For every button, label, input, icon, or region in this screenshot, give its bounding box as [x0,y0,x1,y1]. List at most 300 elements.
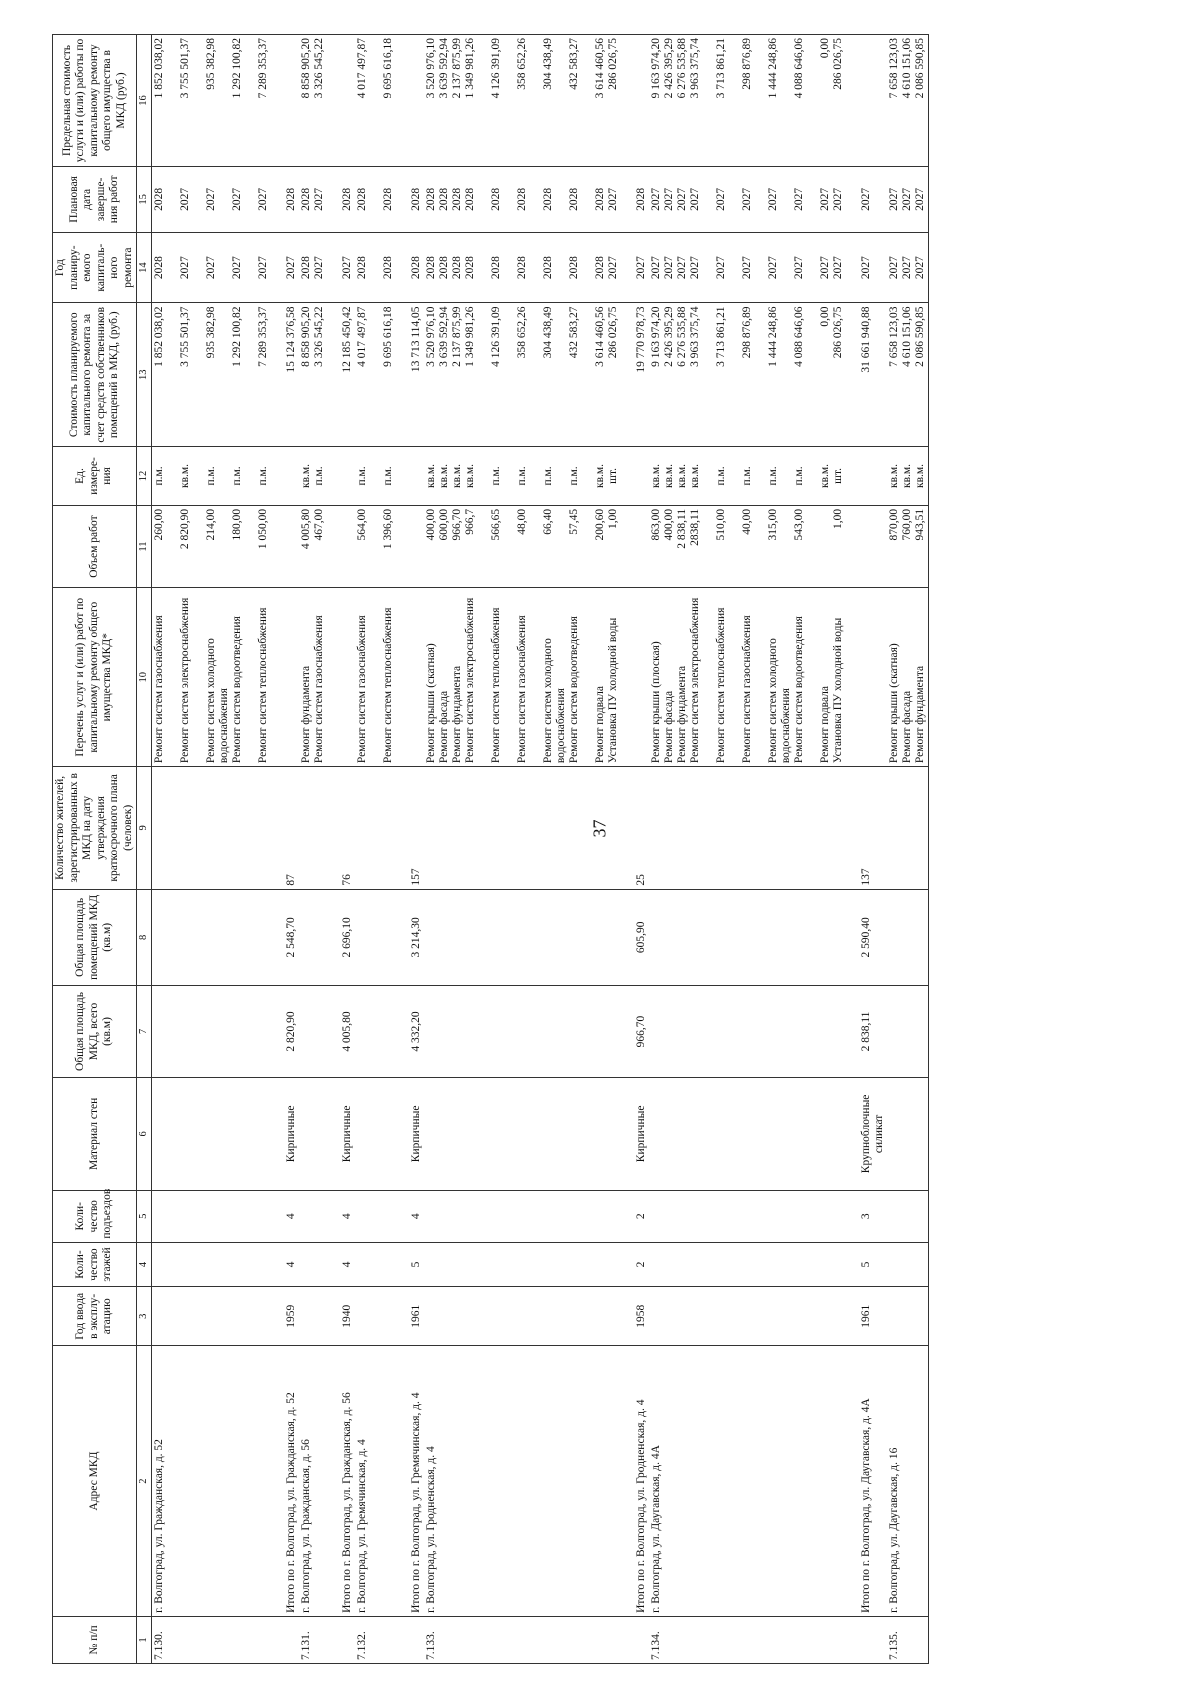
entrances [649,1190,859,1242]
floors [299,1242,340,1287]
repair-year-cell [859,232,887,303]
repair-year-cell [355,232,409,303]
work-item: Ремонт крыши (плоская) [649,641,662,764]
work-unit: п.м. [381,466,394,486]
column-header: Общая площадь помещений МКД (кв.м) [53,889,137,986]
repair-year: 2027 [714,256,727,280]
row-number: 7.131. [299,1616,340,1663]
work-volume-cell [649,505,859,587]
object-row [649,35,859,1664]
work-item: Ремонт систем теплоснабжения [489,607,502,764]
limit-cost [859,35,887,167]
repair-year: 2027 [256,256,269,280]
work-item: Ремонт фундамента [450,665,463,764]
work-cost: 1 292 100,82 [230,306,243,367]
object-row [151,35,284,1664]
completion-date: 2027 [204,187,217,211]
completion-date-cell [340,166,355,232]
completion-date: 2027 [900,187,913,211]
work-item: Ремонт фундамента [913,665,926,764]
completion-date: 2028 [489,187,502,211]
address: Итого по г. Волгоград, ул. Гремячинская, д. 4 [409,1346,424,1617]
limit-cost-cell [151,35,284,167]
total-area [887,986,929,1078]
column-number-row [137,35,152,1664]
work-item: Ремонт фасада [437,690,450,764]
completion-date: 2028 [284,187,297,211]
work-cost: 1 349 981,26 [463,306,476,367]
column-number: 13 [137,303,152,447]
completion-date-cell [634,166,649,232]
column-number: 8 [137,889,152,986]
work-volume: 2838,11 [688,508,701,546]
floors: 4 [340,1242,355,1287]
work-item: Ремонт фундамента [299,665,312,764]
commission-year: 1961 [409,1287,424,1346]
wall-material: Кирпичные [409,1077,424,1190]
work-unit: п.м. [312,466,325,486]
limit-cost: 1 349 981,26 [463,38,476,99]
work-cost: 1 852 038,02 [152,306,165,367]
work-cost: 6 276 535,88 [675,306,688,367]
completion-date: 2027 [887,187,900,211]
total-cost-cell [634,303,649,447]
work-volume: 870,00 [887,508,900,541]
repair-year: 2028 [450,256,463,280]
work-cost: 3 713 861,21 [714,306,727,367]
floors: 5 [409,1242,424,1287]
work-item: Ремонт фасада [662,690,675,764]
column-number: 3 [137,1287,152,1346]
column-header: Адрес МКД [53,1346,137,1617]
total-row [634,35,649,1664]
wall-material [887,1077,929,1190]
work-unit-cell [151,447,284,506]
floors [424,1242,634,1287]
work-volume: 66,40 [541,508,554,535]
row-number: 7.134. [649,1616,859,1663]
total-row [284,35,299,1664]
repair-year-cell [284,232,299,303]
limit-cost: 432 583,27 [567,38,580,90]
work-unit: кв.м. [818,463,831,488]
total-cost-cell [340,303,355,447]
wall-material [299,1077,340,1190]
work-volume: 400,00 [424,508,437,541]
work-unit-cell [424,447,634,506]
work-item: Ремонт систем газоснабжения [515,615,528,764]
work-cost: 4 610 151,06 [900,306,913,367]
completion-date: 2028 [299,187,312,211]
limit-cost: 1 444 248,86 [766,38,779,99]
repair-year-cell [409,232,424,303]
work-unit: кв.м. [887,463,900,488]
completion-date: 2028 [152,187,165,211]
work-item: Установка ПУ холодной воды [606,617,619,764]
entrances: 4 [284,1190,299,1242]
work-item: Ремонт крыши (скатная) [424,643,437,764]
limit-cost: 3 614 460,56 [593,38,606,99]
limit-cost-cell [887,35,929,167]
object-row [299,35,340,1664]
work-volume: 2 838,11 [675,508,688,549]
total-cost: 15 124 376,58 [284,306,297,373]
work-item: Ремонт фасада [900,690,913,764]
work-cost: 3 614 460,56 [593,306,606,367]
work-volume: 1,00 [606,508,619,529]
work-unit-cell [887,447,929,506]
work-item: Ремонт систем теплоснабжения [256,607,269,764]
completion-date: 2028 [437,187,450,211]
commission-year: 1940 [340,1287,355,1346]
limit-cost: 6 276 535,88 [675,38,688,99]
completion-date-cell [859,166,887,232]
work-unit: кв.м. [299,463,312,488]
repair-year-cell [151,232,284,303]
row-number: 7.135. [887,1616,929,1663]
total-area [649,986,859,1078]
work-volume: 1 396,60 [381,508,394,550]
work-cost-cell [887,303,929,447]
total-cost-cell [284,303,299,447]
repair-year-cell [887,232,929,303]
object-row [887,35,929,1664]
limit-cost [340,35,355,167]
limit-cost: 4 126 391,09 [489,38,502,99]
wall-material: Кирпичные [634,1077,649,1190]
work-item: Ремонт систем газоснабжения [355,615,368,764]
repair-year: 2028 [515,256,528,280]
total-area [424,986,634,1078]
work-unit: кв.м. [463,463,476,488]
wall-material: Кирпичные [340,1077,355,1190]
column-header: Коли-чество подъездов [53,1190,137,1242]
wall-material [424,1077,634,1190]
total-cost: 13 713 114,05 [409,306,422,373]
total-cost: 31 661 940,88 [859,306,872,373]
completion-date: 2028 [355,187,368,211]
premises-area [424,889,634,986]
completion-date: 2028 [409,187,422,211]
repair-year: 2028 [489,256,502,280]
work-volume: 1 050,00 [256,508,269,550]
completion-date-cell [424,166,634,232]
work-item-cell [649,588,859,767]
works [859,588,887,767]
limit-cost: 298 876,89 [740,38,753,90]
limit-cost: 286 026,75 [831,38,844,90]
commission-year [887,1287,929,1346]
wall-material: Крупноблочные силикат [859,1077,887,1190]
work-cost-cell [424,303,634,447]
limit-cost: 7 289 353,37 [256,38,269,99]
total-row [340,35,355,1664]
object-row [424,35,634,1664]
limit-cost: 2 137 875,99 [450,38,463,99]
completion-date: 2027 [662,187,675,211]
premises-area [151,889,284,986]
total-area: 2 820,90 [284,986,299,1078]
wall-material [151,1077,284,1190]
floors [355,1242,409,1287]
column-header: Общая площадь МКД, всего (кв.м) [53,986,137,1078]
completion-date-cell [299,166,340,232]
work-cost: 3 326 545,22 [312,306,325,367]
work-volume: 315,00 [766,508,779,541]
residents: 87 [284,767,299,889]
work-cost-cell [299,303,340,447]
volume [859,505,887,587]
address: Итого по г. Волгоград, ул. Даугавская, д. 4А [859,1346,887,1617]
work-cost-cell [151,303,284,447]
work-volume: 543,00 [792,508,805,541]
work-item-cell [299,588,340,767]
premises-area [649,889,859,986]
repair-year: 2028 [409,256,422,280]
limit-cost: 3 963 375,74 [688,38,701,99]
address: г. Волгоград, ул. Гремячинская, д. 4 [355,1346,409,1617]
total-area [355,986,409,1078]
completion-date-cell [649,166,859,232]
limit-cost [409,35,424,167]
column-number: 15 [137,166,152,232]
commission-year: 1959 [284,1287,299,1346]
work-volume: 2 820,90 [178,508,191,550]
limit-cost: 2 426 395,29 [662,38,675,99]
repair-year: 2028 [593,256,606,280]
entrances: 4 [340,1190,355,1242]
row-number [340,1616,355,1663]
repair-year: 2027 [178,256,191,280]
repair-year: 2028 [567,256,580,280]
row-number [284,1616,299,1663]
limit-cost: 358 652,26 [515,38,528,90]
column-number: 14 [137,232,152,303]
work-volume: 260,00 [152,508,165,541]
floors [887,1242,929,1287]
work-volume [819,509,832,584]
commission-year: 1958 [634,1287,649,1346]
limit-cost: 3 639 592,94 [437,38,450,99]
wall-material [649,1077,859,1190]
wall-material [355,1077,409,1190]
completion-date: 2028 [541,187,554,211]
completion-date: 2028 [515,187,528,211]
premises-area: 605,90 [634,889,649,986]
column-header: Год ввода в эксплу-атацию [53,1287,137,1346]
work-item: Ремонт систем электроснабжения [178,597,191,764]
address: Итого по г. Волгоград, ул. Гражданская, д. 52 [284,1346,299,1617]
work-unit: шт. [831,468,844,484]
address: г. Волгоград, ул. Гражданская, д. 56 [299,1346,340,1617]
repair-year: 2028 [437,256,450,280]
work-volume: 4 005,80 [299,508,312,550]
limit-cost-cell [649,35,859,167]
work-cost: 304 438,49 [541,306,554,359]
completion-date: 2028 [593,187,606,211]
column-number: 11 [137,505,152,587]
entrances: 2 [634,1190,649,1242]
work-item-cell [424,588,634,767]
completion-date: 2028 [567,187,580,211]
completion-date: 2027 [178,187,191,211]
work-cost: 4 017 497,87 [355,306,368,367]
limit-cost [284,35,299,167]
work-item: Ремонт фундамента [675,665,688,764]
unit [859,447,887,506]
column-number: 1 [137,1616,152,1663]
work-cost: 3 963 375,74 [688,306,701,367]
completion-date-cell [151,166,284,232]
completion-date: 2028 [463,187,476,211]
total-area: 4 005,80 [340,986,355,1078]
completion-date: 2027 [230,187,243,211]
address: г. Волгоград, ул. Даугавская, д. 16 [887,1346,929,1617]
repair-year: 2027 [766,256,779,280]
work-unit: кв.м. [437,463,450,488]
work-item-cell [151,588,284,767]
row-number: 7.130. [151,1616,284,1663]
work-volume: 943,51 [913,508,926,541]
residents [887,767,929,889]
work-unit: п.м. [152,466,165,486]
volume [634,505,649,587]
repair-year: 2027 [649,256,662,280]
premises-area: 2 696,10 [340,889,355,986]
repair-year: 2027 [606,256,619,280]
residents [355,767,409,889]
work-unit: п.м. [489,466,502,486]
work-unit: п.м. [766,466,779,486]
column-number: 9 [137,767,152,889]
completion-date: 2027 [256,187,269,211]
work-volume: 760,00 [900,508,913,541]
column-number: 2 [137,1346,152,1617]
repair-year: 2028 [152,256,165,280]
column-number: 6 [137,1077,152,1190]
unit [409,447,424,506]
work-unit: п.м. [567,466,580,486]
repair-year: 2028 [299,256,312,280]
volume [340,505,355,587]
total-cost: 12 185 450,42 [340,306,353,373]
floors: 2 [634,1242,649,1287]
completion-date: 2027 [859,187,872,211]
work-cost: 9 695 616,18 [381,306,394,367]
work-volume: 566,65 [489,508,502,541]
column-header: Предельная стоимость услуги и (или) работы по капитальному ремонту общего имущества в МКД (руб.) [53,35,137,167]
repair-year-cell [649,232,859,303]
works [409,588,424,767]
work-volume: 180,00 [230,508,243,541]
repair-year: 2027 [688,256,701,280]
work-cost: 9 163 974,20 [649,306,662,367]
repair-year-cell [424,232,634,303]
entrances [355,1190,409,1242]
limit-cost: 3 326 545,22 [312,38,325,99]
address: Итого по г. Волгоград, ул. Гражданская, д. 56 [340,1346,355,1617]
column-header: Коли-чество этажей [53,1242,137,1287]
unit [634,447,649,506]
limit-cost: 4 610 151,06 [900,38,913,99]
work-cost: 2 137 875,99 [450,306,463,367]
limit-cost: 3 755 501,37 [178,38,191,99]
completion-date: 2027 [688,187,701,211]
work-unit: п.м. [204,466,217,486]
work-unit: кв.м. [900,463,913,488]
work-volume: 57,45 [567,508,580,535]
floors [649,1242,859,1287]
total-area: 2 838,11 [859,986,887,1078]
work-item-cell [355,588,409,767]
works [284,588,299,767]
work-unit: кв.м. [649,463,662,488]
work-unit-cell [355,447,409,506]
work-item: Ремонт систем газоснабжения [152,615,165,764]
column-number: 16 [137,35,152,167]
repair-year: 2027 [859,256,872,280]
wall-material: Кирпичные [284,1077,299,1190]
work-unit: кв.м. [662,463,675,488]
limit-cost-cell [355,35,409,167]
work-volume: 400,00 [662,508,675,541]
completion-date: 2027 [766,187,779,211]
completion-date: 2027 [831,187,844,211]
commission-year [649,1287,859,1346]
work-unit: п.м. [355,466,368,486]
repair-year: 2027 [675,256,688,280]
work-cost: 286 026,75 [831,306,844,359]
work-volume-cell [299,505,340,587]
premises-area: 2 590,40 [859,889,887,986]
work-unit: кв.м. [593,463,606,488]
completion-date: 2027 [649,187,662,211]
repair-year: 2027 [818,256,831,280]
work-unit: кв.м. [675,463,688,488]
column-header: Стоимость планируемого капитального ремонта за счет средств собственников помещений в МКД, (руб.) [53,303,137,447]
work-item: Ремонт систем теплоснабжения [381,607,394,764]
unit [340,447,355,506]
commission-year [355,1287,409,1346]
repair-year-cell [299,232,340,303]
total-area: 4 332,20 [409,986,424,1078]
work-volume-cell [424,505,634,587]
work-cost: 0,00 [818,306,831,327]
work-item: Ремонт подвала [818,685,831,764]
completion-date-cell [887,166,929,232]
work-cost-cell [355,303,409,447]
work-cost: 2 426 395,29 [662,306,675,367]
total-row [409,35,424,1664]
work-unit: шт. [606,468,619,484]
residents [299,767,340,889]
work-cost: 2 086 590,85 [913,306,926,367]
work-cost: 7 658 123,03 [887,306,900,367]
repair-year: 2027 [900,256,913,280]
repair-year: 2027 [204,256,217,280]
work-volume: 200,60 [593,508,606,541]
unit [284,447,299,506]
work-unit: п.м. [541,466,554,486]
work-cost-cell [649,303,859,447]
work-item: Ремонт систем водоотведения [567,616,580,764]
limit-cost: 1 292 100,82 [230,38,243,99]
work-volume: 1,00 [831,508,844,529]
work-unit: п.м. [714,466,727,486]
completion-date: 2027 [675,187,688,211]
work-item: Ремонт систем электроснабжения [463,597,476,764]
work-unit: п.м. [256,466,269,486]
